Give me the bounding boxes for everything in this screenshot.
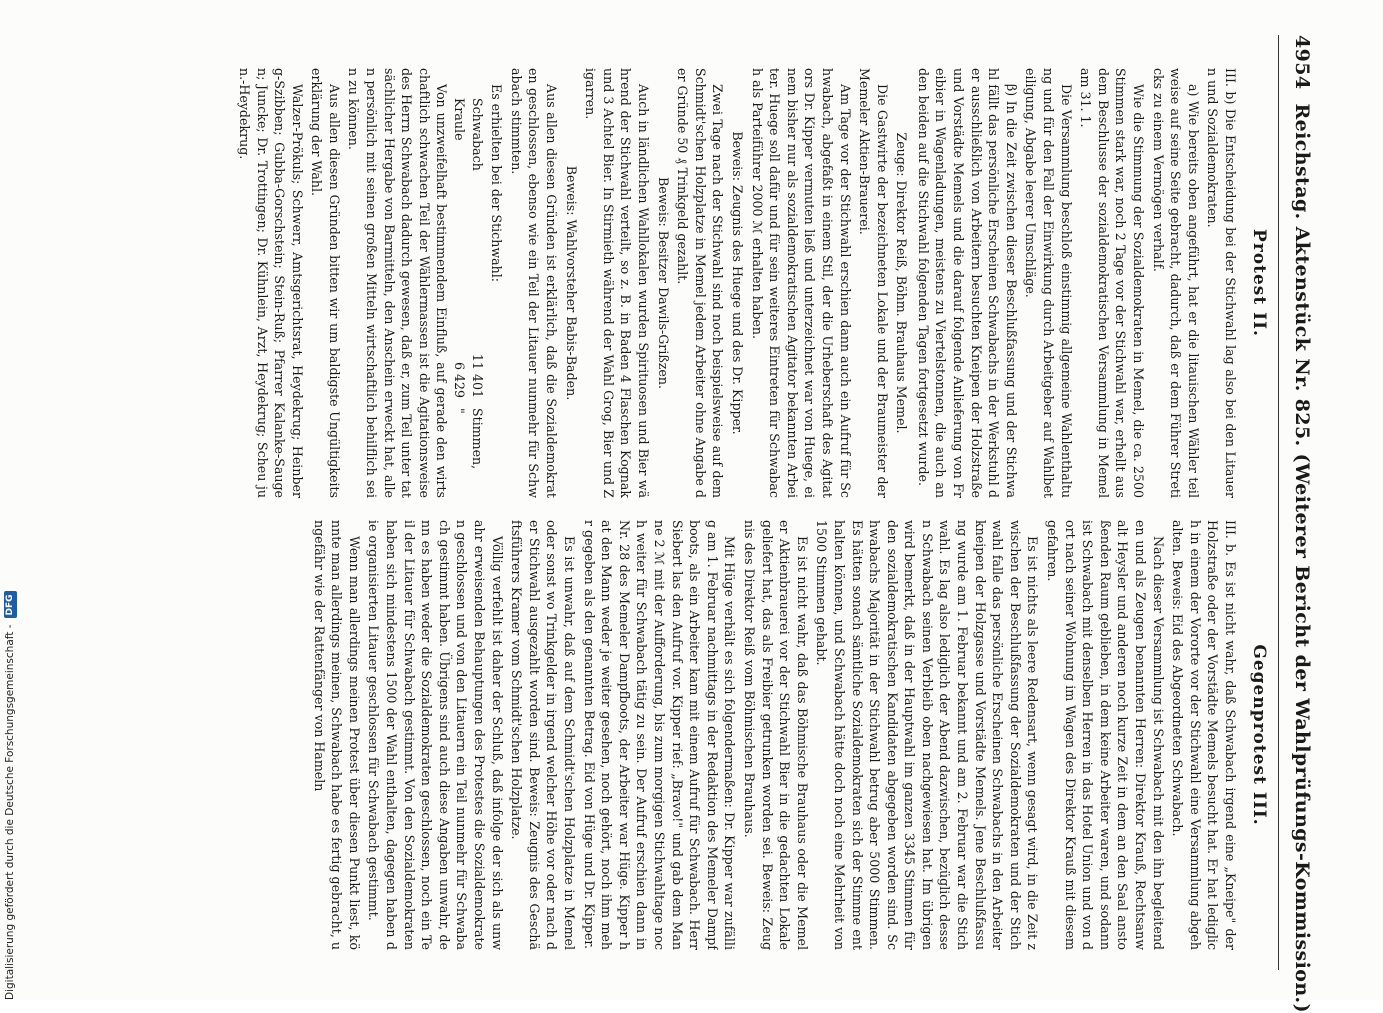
vote-count: 11 401 <box>469 353 485 398</box>
evidence-line: Beweis: Zeugnis des Huege und des Dr. Kipper. <box>729 131 745 435</box>
vote-row <box>468 68 486 498</box>
protest-heading: Protest II. <box>1249 229 1269 337</box>
paragraph: Aus allen diesen Gründen ist erklärlich, daß die Sozialdemokraten geschlossen, ebenso wie ein Teil der Litauer nunmehr für Schwabach stimmten. <box>508 68 560 498</box>
paragraph: Aus allen diesen Gründen bitten wir um baldigste Ungültigkeitserklärung der Wahl. <box>309 68 342 498</box>
paragraph: Mit Hüge verhält es sich folgendermaßen: Dr. Kipper war zufällig am 1. Februar nachmittags in der Redaktion des Memeler Dampfboots, als ein Arbeiter kam mit einem Aufruf für Schwabach. Herr Siebert las den Aufruf vor. Kipper rief: „Bravo!" und gab dem Manne 2 ℳ mit der Aufforderung, bis zum morgigen Stichwahltage noch weiter für Schwabach tätig zu sein. Der Aufruf erschien dann in Nr. 28 des Memeler Dampfboots, der Arbeiter war Hüge. Kipper hat den Mann weder je weiter gesehen, noch gehört, noch ihm mehr gegeben als den genannten Betrag. Eid von Hüge und Dr. Kipper. <box>581 520 738 950</box>
evidence-line: Beweis: Wahlvorsteher Babis-Baden. <box>563 165 579 401</box>
candidate-name: Schwabach <box>469 98 485 171</box>
paragraph: Die Gastwirte der bezeichneten Lokale und der Braumeister der Memeler Aktien-Brauerei. <box>857 68 890 498</box>
vote-table <box>450 68 485 498</box>
counter-protest-heading: Gegenprotest III. <box>1249 644 1269 826</box>
paragraph: Am Tage vor der Stichwahl erschien dann auch ein Aufruf für Schwabach, abgefaßt in einem Stil, der die Urheberschaft des Agitators Dr. Kipper vermuten ließ und unterzeichnet war von Huege, einem bisher nur als sozialdemokratischen Agitator bekannten Arbeiter. Huege soll dafür und für sein weiteres Eintreten für Schwabach als Parteiführer 2000 ℳ erhalten haben. <box>749 68 853 498</box>
paragraph: Es erhielten bei der Stichwahl: <box>489 84 505 283</box>
footer-credit-strip <box>3 0 17 1000</box>
paragraph: a) Wie bereits oben angeführt, hat er die litauischen Wähler teilweise auf seine Seite gebracht, dadurch, daß er dem Führer Streticks zu einem Vermögen verhalf. <box>1150 68 1201 498</box>
paragraph: Völlig verfehlt ist daher der Schluß, daß infolge der sich als unwahr erweisenden Behauptungen des Protestes die Sozialdemokraten geschlossen und von den Litauern ein Teil nunmehr für Schwabach gestimmt haben. Übrigens sind auch diese Angaben unwahr, denn es haben weder die Sozialdemokraten geschlossen, noch ein Teil der Litauer für Schwabach gestimmt. Von den Sozialdemokraten haben sich mindestens 1500 der Wahl enthalten, dagegen haben die organisierten Litauer geschlossen für Schwabach gestimmt. <box>366 520 505 950</box>
vote-count: 6 429 <box>452 361 468 398</box>
paragraph: III. b) Die Entscheidung bei der Stichwahl lag also bei den Litauern und Sozialdemokraten. <box>1205 68 1238 498</box>
header-rule <box>1278 35 1279 970</box>
witness-line: Zeuge: Direktor Reiß, Böhm. Brauhaus Memel. <box>894 132 910 434</box>
paragraph: Wie die Stimmung der Sozialdemokraten in Memel, die ca. 2500 Stimmen stark war, noch 2 Tage vor der Stichwahl war, erhellt aus dem Beschlusse der sozialdemokratischen Versammlung in Memel am 31. 1. <box>1078 68 1147 498</box>
paragraph: Es ist nicht wahr, daß das Böhmische Brauhaus oder die Memeler Aktienbrauerei vor der Stichwahl Bier in die gedachten Lokale geliefert hat, das als Freibier getrunken worden sei. Beweis: Zeugnis des Direktor Reiß vom Böhmischen Brauhaus. <box>741 520 810 950</box>
paragraph: Es ist nichts als leere Redensart, wenn gesagt wird, in die Zeit zwischen der Beschlußfassung der Sozialdemokraten und der Stichwahl falle das persönliche Erscheinen Schwabachs in den Arbeiterkneipen der Holzgasse und Vorstädte Memels. Jene Beschlußfassung wurde am 1. Februar bekannt und am 2. Februar war die Stichwahl. Es lag also lediglich der Abend dazwischen, bezüglich dessen Schwabach seinen Verbleib oben nachgewiesen hat. Im übrigen wird bemerkt, daß in der Hauptwahl im ganzen 3345 Stimmen für den sozialdemokratischen Kandidaten abgegeben worden sind. Schwabachs Majorität in der Stichwahl betrug aber 5000 Stimmen. Es hätten sonach sämtliche Sozialdemokraten sich der Stimme enthalten können, und Schwabach hätte doch noch eine Mehrheit von 1500 Stimmen gehabt. <box>814 520 1041 950</box>
left-paragraphs <box>488 68 1239 498</box>
paragraph: Von unzweifelhaft bestimmendem Einfluß, auf gerade den wirtschaftlich schwachen Teil der Wählermassen ist die Agitationsweise des Herrn Schwabach dadurch gewesen, daß er, zum Teil unter tatsächlicher Hergabe von Barmitteln, den Anschein erweckt hat, allen persönlich mit seinen großen Mitteln wirtschaftlich behilflich sein zu können. <box>346 68 450 498</box>
paragraph: III. b. Es ist nicht wahr, daß Schwabach irgend eine „Kneipe" der Holzstraße oder der Vorstädte Memels besucht hat. Er hat lediglich in einem der Vororte vor der Stichwahl eine Versammlung abgehalten. Beweis: Eid des Abgeordneten Schwabach. <box>1170 520 1238 950</box>
vote-row <box>450 68 468 498</box>
candidate-name: Kraule <box>452 98 468 141</box>
signatures: Walzer-Prökuls; Schwerr, Amtsgerichtsrat, Heydekrug; Heinberg-Szibben; Gubba-Gorschstein; Stein-Ruß; Pfarrer Kalanke-Saugen; Juncke; Dr. Trottingen; Dr. Kühnlein, Arzt, Heydekrug; Scheu jun.-Heydekrug. <box>236 68 305 498</box>
dfg-logo-icon: DFG <box>4 591 17 618</box>
vote-unit: Stimmen, <box>469 408 485 470</box>
left-column <box>13 68 1273 498</box>
paragraph: β) In die Zeit zwischen dieser Beschlußfassung und der Stichwahl fällt das persönliche Erscheinen Schwabachs in der Werkstuhl der ausschließlich von Arbeitern besuchten Kneipen der Holzstraße und Vorstädte Memels und die darauf folgende Anlieferung von Freibier in Wagenladungen, meistens zu Viertelstonnen, die auch an den beiden auf die Stichwahl folgenden Tagen fortgesetzt wurde. <box>915 68 1019 498</box>
header-title: Reichstag. Aktenstück Nr. 825. (Weiterer Bericht der Wahlprüfungs-Kommission.) <box>1291 103 1313 1013</box>
paragraph: Nach dieser Versammlung ist Schwabach mit den ihn begleitenden und als Zeugen benannten Herren: Direktor Krauß, Rechtsanwalt Heysler und anderen noch kurze Zeit in dem an den Saal anstoßenden Raum geblieben, in dem keine Arbeiter waren, und sodann ist Schwabach mit denselben Herren in das Hotel Union und von dort nach seiner Wohnung im Wagen des Direktor Krauß mit diesem gefahren. <box>1045 520 1166 950</box>
right-column <box>13 520 1273 950</box>
credit-text: Digitalisierung gefördert durch die Deutsche Forschungsgemeinschaft - <box>4 624 16 1000</box>
vote-unit: " <box>452 408 468 414</box>
paragraph: Es ist unwahr, daß auf dem Schmidt'schen Holzplatze in Memel oder sonst wo Trinkgelder in irgend welcher Höhe vor oder nach der Stichwahl ausgezahlt worden sind. Beweis: Zeugnis des Geschäftsführers Kramer vom Schmidt'schen Holzplatze. <box>509 520 578 950</box>
left-paragraphs-after <box>235 68 450 498</box>
paragraph: Die Versammlung beschloß einstimmig allgemeine Wahlenthaltung und für den Fall der Einwirkung durch Arbeitgeber auf Wahlbeteiligung, Abgabe leerer Umschläge. <box>1023 68 1074 498</box>
paragraph: Wenn man allerdings meinen Protest über diesen Punkt liest, könnte man allerdings meinen, Schwabach habe es fertig gebracht, ungefähr wie der Rattenfänger von Hameln <box>311 520 362 950</box>
evidence-line: Beweis: Besitzer Dawils-Grißzen. <box>655 177 671 389</box>
page-number: 4954 <box>1291 35 1313 90</box>
footer-credit <box>3 0 17 1000</box>
paragraph: Auch in ländlichen Wahllokalen wurden Spirituosen und Bier während der Stichwahl verteilt, so z. B. in Baden 4 Flaschen Kognak und 3 Achtel Bier. In Stirmieth während der Wahl Grog, Bier und Zigarren. <box>583 68 651 498</box>
right-paragraphs <box>310 520 1239 950</box>
paragraph: Zwei Tage nach der Stichwahl sind noch beispielsweise auf dem Schmidt'schen Holzplatze in Memel jedem Arbeiter ohne Angabe der Gründe 50 ₰ Trinkgeld gezahlt. <box>675 68 726 498</box>
page-header <box>1279 35 1313 1013</box>
